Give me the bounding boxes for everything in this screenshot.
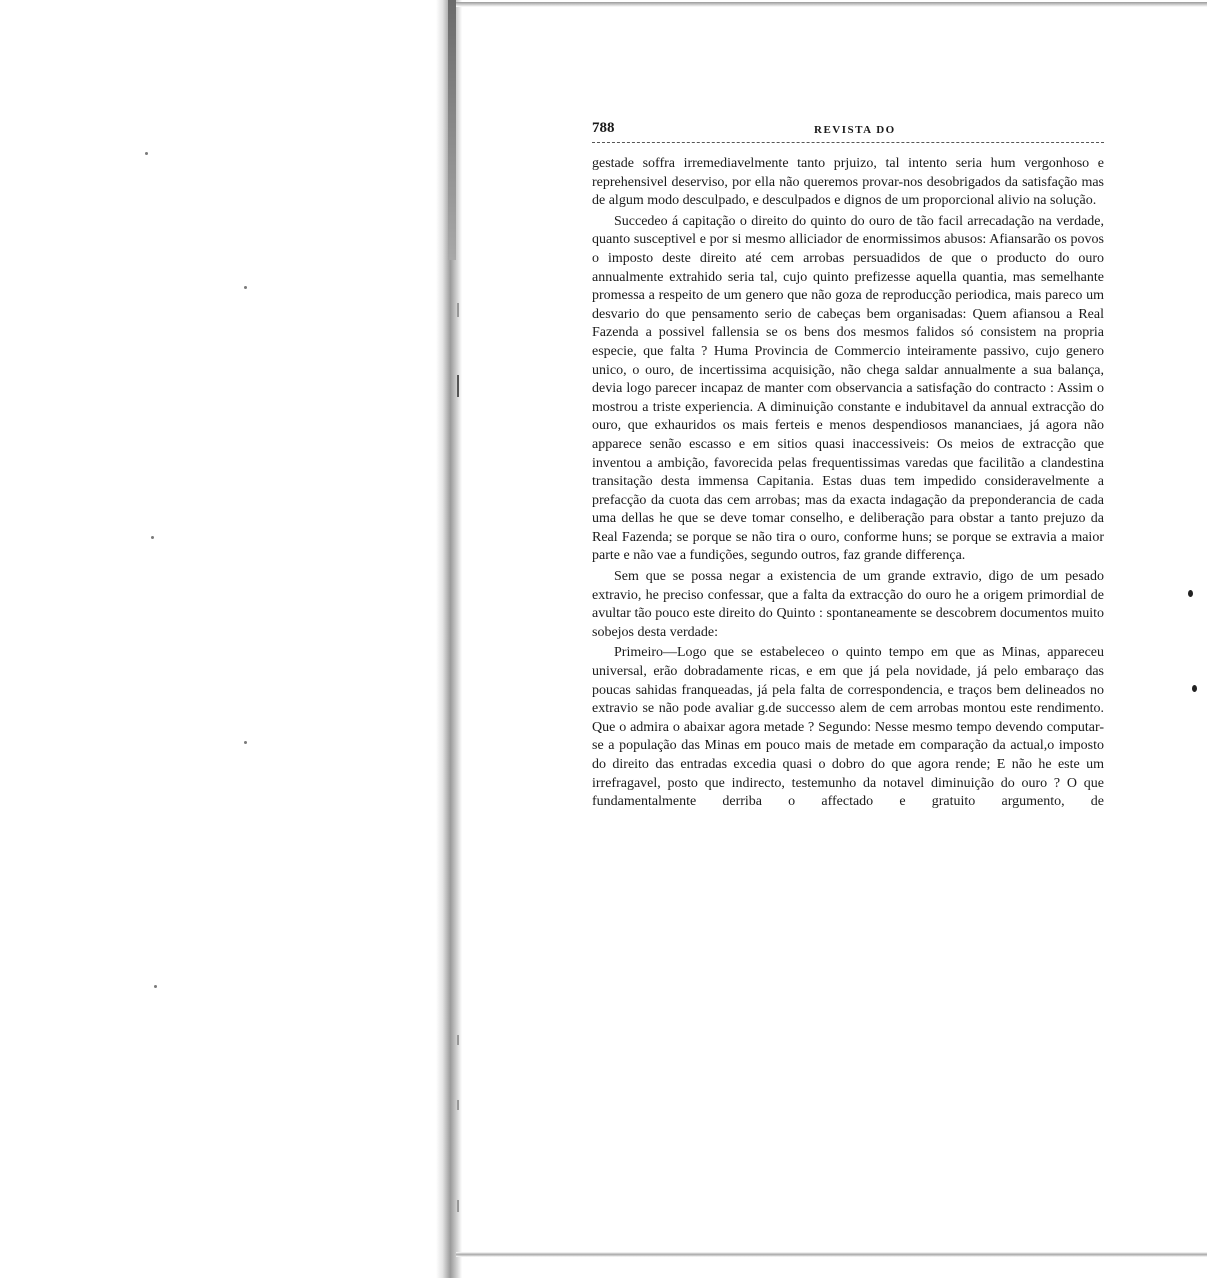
binding-shadow: [448, 0, 456, 260]
speck: [151, 536, 154, 539]
gutter-mark: [457, 1200, 459, 1212]
page-top-edge: [456, 2, 1207, 7]
gutter-mark: [457, 1035, 459, 1045]
page-number: 788: [592, 120, 615, 136]
speck: [1192, 685, 1197, 692]
speck: [244, 741, 247, 744]
speck: [154, 985, 157, 988]
gutter-mark: [457, 1100, 459, 1110]
paragraph: Succedeo á capitação o direito do quinto do ouro de tão facil arrecadação na verdade, quanto susceptivel e por si mesmo alliciador de enormissimos abusos: Afiansarão os povos o imposto deste direito até cem arrobas persuadidos de que o producto do ouro annualmente extrahido seria tal, cujo quinto prefizesse aquella quantia, mas semelhante promessa a respeito de um genero que não goza de reproducção periodica, mais pareco um desvario do que pensamento serio de cabeças bem organisadas: Quem afiansou a Real Fazenda a possivel fallensia se os bens dos mesmos falidos só consistem na propria especie, que falta ? Huma Provincia de Commercio inteiramente passivo, cujo genero unico, o ouro, de incertissima acquisição, não chega saldar annualmente a sua balança, devia logo parecer incapaz de manter com observancia a satisfação do contracto : Assim o mostrou a triste experiencia. A diminuição constante e indubitavel da annual extracção do ouro, que exhauridos os mais ferteis e menos despendiosos mananciaes, já agora não apparece senão escasso e em sitios quasi inaccessiveis: Os meios de extracção que inventou a ambição, favorecida pelas frequentissimas varedas que facilitão a clandestina transitação desta immensa Capitania. Estas duas tem impedido consideravelmente a prefacção da cuota das cem arrobas; mas da exacta indagação da preponderancia de cada uma dellas he que se deve tomar conselho, e deliberação para obstar a tanto prejuzo da Real Fazenda; se porque se não tira o ouro, conforme huns; se porque se extravia a maior parte e não vae a fundições, segundo outros, faz grande differença.: [592, 213, 1104, 564]
running-head: REVISTA DO: [814, 124, 896, 136]
page-bottom-edge: [456, 1252, 1207, 1257]
paragraph: Sem que se possa negar a existencia de um grande extravio, digo de um pesado extravio, he preciso confessar, que a falta da extracção do ouro he a origem primordial de avultar tão pouco este direito do Quinto : spontaneamente se descobrem documentos muito sobejos desta verdade:: [592, 569, 1104, 640]
speck: [244, 286, 247, 289]
gutter-mark: [457, 303, 459, 317]
page-content: [592, 120, 1104, 814]
body-text: [592, 155, 1104, 812]
paragraph: Primeiro—Logo que se estabeleceo o quinto tempo em que as Minas, appareceu universal, erão dobradamente ricas, e em que já pela novidade, já pelo embaraço das poucas sahidas franqueadas, já pela falta de correspondencia, e traços bem delineados no extravio se não pode avaliar g.de successo alem de cem arrobas montou este rendimento. Que o admira o abaixar agora metade ? Segundo: Nesse mesmo tempo devendo computar-se a população das Minas em pouco mais de metade em comparação da actual,o imposto do direito das entradas excedia quasi o dobro do que agora rende; E não he este um irrefragavel, posto que indirecto, testemunho da notavel diminuição do ouro ? O que fundamentalmente derriba o affectado e gratuito argumento, de: [592, 645, 1104, 810]
speck: [1188, 590, 1193, 597]
paragraph: gestade soffra irremediavelmente tanto prjuizo, tal intento seria hum vergonhoso e reprehensivel deserviso, por ella não queremos provar-nos desobrigados da satisfação mas de algum modo desculpado, e desculpados e dignos de um proporcional alivio na solução.: [592, 156, 1104, 209]
speck: [145, 152, 148, 155]
gutter-mark: [457, 375, 459, 397]
page-header: [592, 120, 1104, 143]
